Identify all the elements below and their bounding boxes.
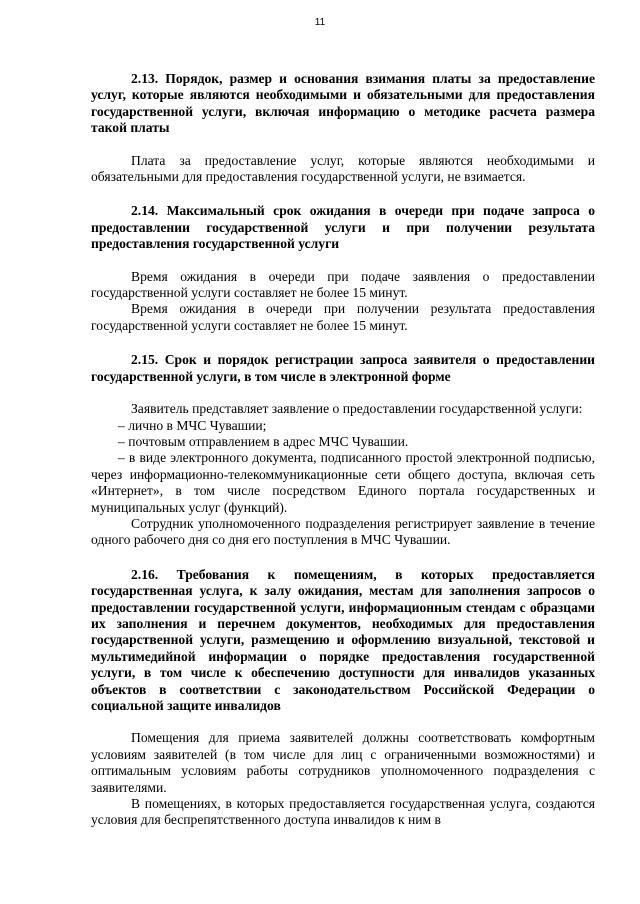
section-paragraph: Заявитель представляет заявление о предоставлении государственной услуги: (131, 401, 583, 417)
section-paragraph: В помещениях, в которых предоставляется государственная услуга, создаются условия для беспрепятственного доступа инвалидов к ним в (91, 796, 595, 828)
page-content (91, 71, 595, 829)
section-heading-2-16: 2.16. Требования к помещениям, в которых предоставляется государственная услуга, к залу ожидания, местам для заполнения запросов о предоставлении государственной услуги, информационным стендам с образцами их заполнения и перечнем документов, необходимых для предоставления государственной услуги, размещению и оформлению визуальной, текстовой и мультимедийной информации о порядке предоставления государственной услуги, в том числе к обеспечению доступности для инвалидов указанных объектов в соответствии с законодательством Российской Федерации о социальной защите инвалидов (91, 566, 595, 713)
section-heading-2-14: 2.14. Максимальный срок ожидания в очереди при подаче запроса о предоставлении государственной услуги и при получении результата предоставления государственной услуги (91, 203, 595, 252)
page-number: 11 (314, 17, 326, 28)
section-heading-2-13: 2.13. Порядок, размер и основания взимания платы за предоставление услуг, которые являются необходимыми и обязательными для предоставления государственной услуги, включая информацию о методике расчета размера такой платы (91, 71, 595, 136)
list-item: – лично в МЧС Чувашии; (118, 417, 267, 433)
section-paragraph: Время ожидания в очереди при получении результата предоставления государственной услуги составляет не более 15 минут. (91, 301, 595, 333)
section-paragraph: Плата за предоставление услуг, которые являются необходимыми и обязательными для предоставления государственной услуги, не взимается. (91, 152, 595, 185)
section-heading-2-15: 2.15. Срок и порядок регистрации запроса заявителя о предоставлении государственной услуги, в том числе в электронной форме (91, 352, 595, 384)
section-paragraph: Сотрудник уполномоченного подразделения регистрирует заявление в течение одного рабочего дня со дня его поступления в МЧС Чувашии. (91, 515, 595, 548)
list-item: – в виде электронного документа, подписанного простой электронной подписью, через информационно-телекоммуникационные сети общего доступа, включая сеть «Интернет», в том числе посредством Единого портала государственных и муниципальных услуг (функций). (91, 450, 595, 515)
list-item: – почтовым отправлением в адрес МЧС Чувашии. (118, 433, 409, 449)
section-paragraph: Время ожидания в очереди при подаче заявления о предоставлении государственной услуги составляет не более 15 минут. (91, 268, 595, 301)
section-paragraph: Помещения для приема заявителей должны соответствовать комфортным условиям заявителей (в том числе для лиц с ограниченными возможностями) и оптимальным условиям работы сотрудников уполномоченного подразделения с заявителями. (91, 730, 595, 795)
